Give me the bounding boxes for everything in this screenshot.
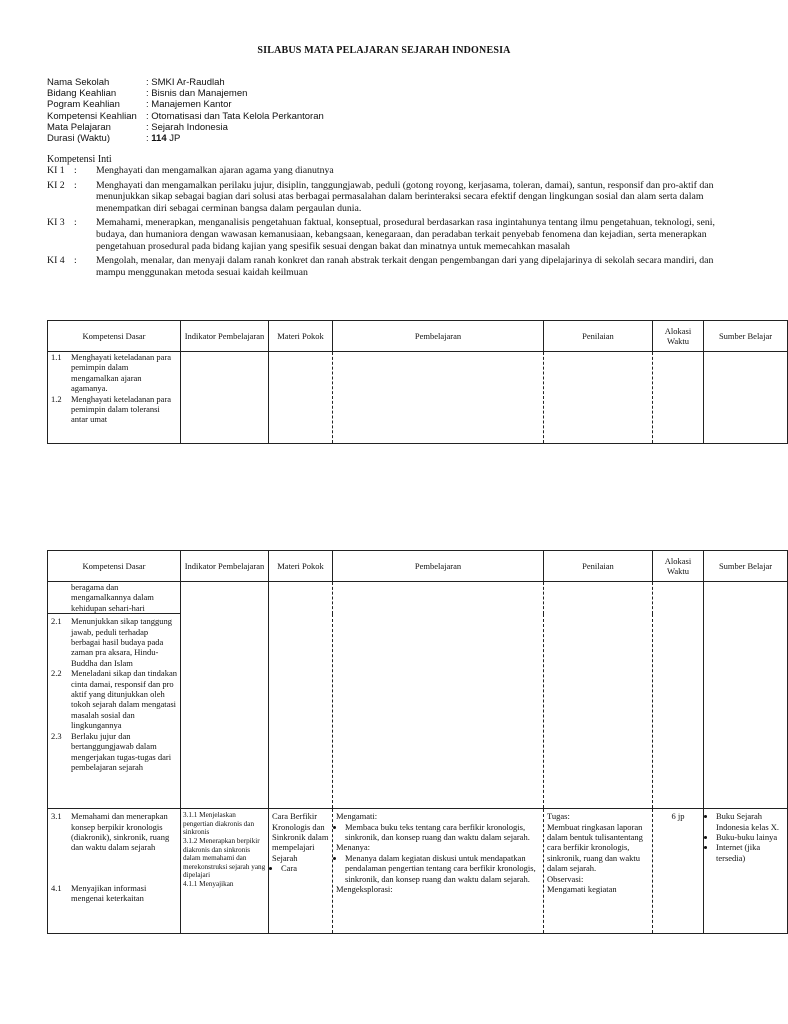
indikator-content [183,811,266,931]
info-label: Nama Sekolah [47,77,110,88]
info-label: Durasi (Waktu) [47,132,110,144]
header-penilaian: Penilaian [544,551,653,582]
penilaian-observasi-text: Mengamati kegiatan [547,884,617,895]
indikator-cell [181,809,269,934]
kd-text: Memahami dan menerapkan konsep berpikir kronologis (diakronik), sinkronik, ruang dan waktu dalam sejarah [71,811,170,853]
sumber-content [707,811,787,931]
header-pembelajaran: Pembelajaran [333,321,544,352]
info-value: : Sejarah Indonesia [146,121,228,133]
kd-text: Menunjukkan sikap tanggung jawab, peduli terhadap berbagai hasil budaya pada zaman pra aksara, Hindu-Buddha dan Islam [71,616,173,668]
header-kompetensi-dasar: Kompetensi Dasar [48,321,181,352]
penilaian-cell [544,582,653,809]
kd-item [51,883,177,904]
header-pembelajaran: Pembelajaran [333,551,544,582]
alokasi-cell [653,809,704,934]
duration-number: 114 [151,132,167,144]
pembelajaran-mengeksplorasi: Mengeksplorasi: [336,884,393,895]
kd-number: 3.1 [51,811,62,822]
table-row [48,352,788,444]
ki-separator: : [74,217,77,229]
kd-item [51,352,177,394]
header-sumber: Sumber Belajar [704,321,788,352]
pembelajaran-item: • Membaca buku teks tentang cara berfikir kronologis, sinkronik, dan konsep ruang dan waktu dalam sejarah. [345,822,540,843]
sumber-cell [704,582,788,809]
info-label: Bidang Keahlian [47,88,117,100]
header-indikator: Indikator Pembelajaran [181,321,269,352]
materi-bullet: • Cara [281,863,329,873]
kd-text: Meneladani sikap dan tindakan cinta damai, responsif dan pro aktif yang ditunjukkan oleh tokoh sejarah dalam mengatasi masalah sosial dan lingkungannya [71,668,177,731]
penilaian-cell [544,809,653,934]
table-header-row [48,321,788,352]
kd-number: 2.2 [51,668,62,679]
info-value: : Manajemen Kantor [146,99,232,111]
syllabus-table-2 [47,550,788,934]
indikator-cell [181,582,269,809]
pembelajaran-list [336,853,540,884]
ki-code: KI 4 [47,255,65,267]
alokasi-value: 6 jp [671,811,685,822]
ki-item [47,180,717,215]
sumber-item: • Buku Sejarah Indonesia kelas X. [716,811,787,832]
ki-item [47,255,717,278]
kd-cell [48,352,181,444]
kd-item [51,731,177,773]
header-indikator: Indikator Pembelajaran [181,551,269,582]
ki-text: Menghayati dan mengamalkan perilaku jujur, disiplin, tanggungjawab, peduli (gotong royong, kerjasama, toleran, damai), santun, responsif dan pro-aktif dan menunjukkan sikap sebagai bagian dari solusi atas berbagai permasalahan dalam berinteraksi secara efektif dengan lingkungan sosial dan alam serta dalam menempatkan diri sebagai cerminan bangsa dalam pergaulan dunia. [96,179,714,214]
kd-number: 2.1 [51,616,62,627]
pembelajaran-content [336,811,540,931]
info-value-duration [146,133,180,144]
sumber-cell [704,352,788,444]
info-label: Mata Pelajaran [47,121,111,133]
penilaian-cell [544,352,653,444]
syllabus-table-1 [47,320,788,444]
kd-item [51,668,177,730]
alokasi-cell [653,352,704,444]
indikator-item: 4.1.1 Menyajikan [183,879,234,888]
indikator-cell [181,352,269,444]
info-value: : SMKI Ar-Raudlah [146,77,225,88]
info-label: Kompetensi Keahlian [47,110,137,122]
materi-cell [269,352,333,444]
table-row [48,809,788,934]
kd-cell-content [51,352,177,443]
kd-item [51,616,177,668]
ki-text: Menghayati dan mengamalkan ajaran agama yang dianutnya [96,165,334,176]
ki-item [47,217,717,252]
header-sumber: Sumber Belajar [704,551,788,582]
kd-item [51,811,177,853]
materi-content [272,811,329,931]
kd-number: 1.1 [51,352,62,362]
penilaian-tugas-text: Membuat ringkasan laporan dalam bentuk tulisantentang cara berfikir kronologis, sinkronik, ruang dan waktu dalam sejarah. [547,821,643,874]
pembelajaran-item: • Menanya dalam kegiatan diskusi untuk mendapatkan pendalaman pengertian tentang cara berfikir kronologis, sinkronik, dan konsep ruang dan waktu dalam sejarah. [345,853,540,884]
table-header-row [48,551,788,582]
kd-item [51,394,177,425]
ki-text: Mengolah, menalar, dan menyaji dalam ranah konkret dan ranah abstrak terkait dengan pengembangan dari yang dipelajarinya di sekolah secara mandiri, dan mampu menggunakan metoda sesuai kaidah keilmuan [96,255,714,278]
header-materi: Materi Pokok [269,321,333,352]
materi-list [272,863,329,873]
penilaian-observasi: Observasi: [547,873,584,884]
penilaian-tugas: Tugas: [547,811,570,822]
duration-unit: JP [166,132,181,144]
header-kompetensi-dasar: Kompetensi Dasar [48,551,181,582]
kd-cell [48,614,181,809]
info-value: : Bisnis dan Manajemen [146,88,248,100]
kd-continuation: beragama dan mengamalkannya dalam kehidupan sehari-hari [71,582,154,613]
ki-code: KI 2 [47,179,65,191]
kd-text: Menyajikan informasi mengenai keterkaitan [71,882,147,904]
penilaian-content [547,811,649,931]
kd-cell [48,582,181,614]
sumber-cell [704,809,788,934]
indikator-item: 3.1.1 Menjelaskan pengertian diakronis dan sinkronis [183,811,255,837]
materi-text: Cara Berfikir Kronologis dan Sinkronik dalam mempelajari Sejarah [272,811,329,863]
indikator-item: 3.1.2 Menerapkan berpikir diakronis dan sinkronis dalam memahami dan merekonstruksi sejarah yang dipelajari [183,837,266,880]
kd-number: 4.1 [51,882,62,893]
header-alokasi: Alokasi Waktu [653,321,704,352]
header-alokasi: Alokasi Waktu [653,551,704,582]
kd-cell [48,809,181,934]
kd-text: Menghayati keteladanan para pemimpin dalam mengamalkan ajaran agamanya. [71,352,172,394]
kd-number: 1.2 [51,393,62,404]
kd-cell-content [51,811,177,931]
ki-separator: : [74,179,77,191]
materi-cell [269,582,333,809]
ki-text: Memahami, menerapkan, menganalisis pengetahuan faktual, konseptual, prosedural berdasarkan rasa ingintahunya tentang ilmu pengetahuan, teknologi, seni, budaya, dan humaniora dengan wawasan kemanusiaan, kebangsaan, kenegaraan, dan peradaban terkait penyebab fenomena dan kejadian, serta menerapkan pengetahuan prosedural pada bidang kajian yang spesifik sesuai dengan bakat dan minatnya untuk memecahkan masalah [96,217,715,252]
pembelajaran-cell [333,582,544,809]
materi-cell [269,809,333,934]
info-label: Pogram Keahlian [47,99,120,111]
alokasi-cell [653,582,704,809]
duration-prefix: : [146,132,152,144]
ki-separator: : [74,255,77,267]
header-materi: Materi Pokok [269,551,333,582]
pembelajaran-cell [333,352,544,444]
ki-list [47,165,717,281]
info-value: : Otomatisasi dan Tata Kelola Perkantoran [146,110,324,122]
ki-item [47,165,717,177]
ki-code: KI 3 [47,217,65,229]
pembelajaran-menanya: Menanya: [336,842,370,853]
sumber-item: • Internet (jika tersedia) [716,842,787,863]
kd-number: 2.3 [51,730,62,741]
ki-heading: Kompetensi Inti [47,154,112,165]
header-penilaian: Penilaian [544,321,653,352]
ki-code: KI 1 [47,165,65,176]
pembelajaran-list [336,822,540,843]
kd-text: Menghayati keteladanan para pemimpin dalam toleransi antar umat [71,393,172,425]
sumber-list [707,811,787,863]
table-row [48,582,788,614]
pembelajaran-cell [333,809,544,934]
kd-text: Berlaku jujur dan bertanggungjawab dalam mengerjakan tugas-tugas dari pembelajaran sejarah [71,730,172,772]
pembelajaran-mengamati: Mengamati: [336,811,378,822]
document-title: SILABUS MATA PELAJARAN SEJARAH INDONESIA [257,45,511,56]
ki-separator: : [74,165,77,176]
sumber-item: • Buku-buku lainya [716,832,787,842]
